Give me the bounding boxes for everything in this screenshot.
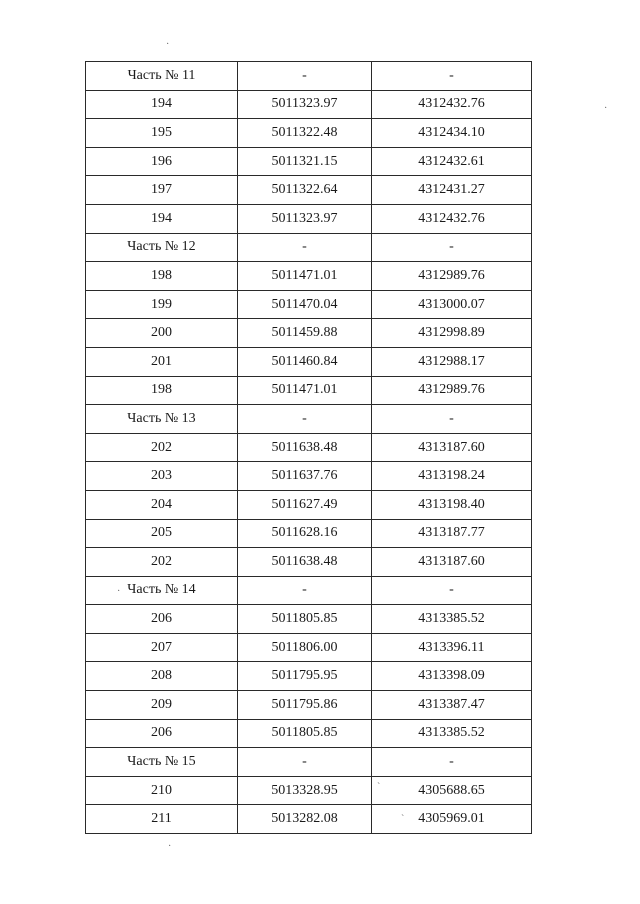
x-placeholder-cell: - [238,62,372,91]
point-number-cell: 199 [86,290,238,319]
part-header-row [86,233,532,262]
x-coordinate-cell: 5011805.85 [238,605,372,634]
coordinates-table-body [86,62,532,834]
y-placeholder-cell: - [372,576,532,605]
scan-speck: ` [377,782,381,793]
scan-speck: · [604,103,608,114]
y-coordinate-cell: 4312432.76 [372,204,532,233]
x-coordinate-cell: 5011322.64 [238,176,372,205]
table-row [86,462,532,491]
point-number-cell: 196 [86,147,238,176]
table-row [86,719,532,748]
part-header-row [86,405,532,434]
y-coordinate-cell: 4313198.40 [372,490,532,519]
point-number-cell: 194 [86,204,238,233]
table-row [86,662,532,691]
part-header-row [86,576,532,605]
y-coordinate-cell: 4305969.01 [372,805,532,834]
part-label-cell: Часть № 14 [86,576,238,605]
point-number-cell: 204 [86,490,238,519]
table-row [86,633,532,662]
y-placeholder-cell: - [372,62,532,91]
table-row [86,776,532,805]
y-coordinate-cell: 4305688.65 [372,776,532,805]
table-row [86,805,532,834]
table-row [86,347,532,376]
table-row [86,691,532,720]
table-row [86,376,532,405]
table-row [86,490,532,519]
point-number-cell: 201 [86,347,238,376]
y-coordinate-cell: 4312998.89 [372,319,532,348]
x-coordinate-cell: 5011471.01 [238,262,372,291]
x-coordinate-cell: 5011471.01 [238,376,372,405]
y-coordinate-cell: 4312431.27 [372,176,532,205]
scan-speck: · [168,841,172,852]
part-label-cell: Часть № 11 [86,62,238,91]
point-number-cell: 202 [86,433,238,462]
table-row [86,519,532,548]
y-coordinate-cell: 4312432.61 [372,147,532,176]
x-coordinate-cell: 5011323.97 [238,204,372,233]
y-coordinate-cell: 4312989.76 [372,262,532,291]
part-label-cell: Часть № 15 [86,748,238,777]
y-coordinate-cell: 4313198.24 [372,462,532,491]
x-placeholder-cell: - [238,576,372,605]
x-coordinate-cell: 5011638.48 [238,433,372,462]
coordinates-table [85,61,532,834]
y-coordinate-cell: 4312432.76 [372,90,532,119]
point-number-cell: 206 [86,605,238,634]
point-number-cell: 203 [86,462,238,491]
x-placeholder-cell: - [238,405,372,434]
table-row [86,262,532,291]
table-row [86,290,532,319]
point-number-cell: 195 [86,119,238,148]
y-coordinate-cell: 4312434.10 [372,119,532,148]
y-coordinate-cell: 4313396.11 [372,633,532,662]
y-coordinate-cell: 4313187.60 [372,433,532,462]
part-label-cell: Часть № 12 [86,233,238,262]
y-coordinate-cell: 4313187.77 [372,519,532,548]
point-number-cell: 211 [86,805,238,834]
x-coordinate-cell: 5013328.95 [238,776,372,805]
point-number-cell: 207 [86,633,238,662]
y-coordinate-cell: 4313187.60 [372,548,532,577]
scan-speck: · [117,586,121,597]
x-coordinate-cell: 5011805.85 [238,719,372,748]
scan-speck: ` [401,814,405,825]
table-row [86,90,532,119]
table-row [86,176,532,205]
y-coordinate-cell: 4313000.07 [372,290,532,319]
part-label-cell: Часть № 13 [86,405,238,434]
x-coordinate-cell: 5011460.84 [238,347,372,376]
table-row [86,147,532,176]
table-row [86,605,532,634]
table-row [86,119,532,148]
x-placeholder-cell: - [238,233,372,262]
y-placeholder-cell: - [372,405,532,434]
point-number-cell: 198 [86,376,238,405]
table-row [86,204,532,233]
x-coordinate-cell: 5011628.16 [238,519,372,548]
x-coordinate-cell: 5011321.15 [238,147,372,176]
x-coordinate-cell: 5011459.88 [238,319,372,348]
y-coordinate-cell: 4312989.76 [372,376,532,405]
y-placeholder-cell: - [372,233,532,262]
point-number-cell: 208 [86,662,238,691]
part-header-row [86,62,532,91]
y-coordinate-cell: 4312988.17 [372,347,532,376]
y-coordinate-cell: 4313385.52 [372,605,532,634]
point-number-cell: 205 [86,519,238,548]
scan-speck: · [166,39,170,50]
y-coordinate-cell: 4313385.52 [372,719,532,748]
x-coordinate-cell: 5011627.49 [238,490,372,519]
table-row [86,433,532,462]
point-number-cell: 200 [86,319,238,348]
x-coordinate-cell: 5011795.86 [238,691,372,720]
point-number-cell: 197 [86,176,238,205]
x-coordinate-cell: 5011795.95 [238,662,372,691]
x-coordinate-cell: 5011323.97 [238,90,372,119]
x-coordinate-cell: 5011322.48 [238,119,372,148]
part-header-row [86,748,532,777]
y-placeholder-cell: - [372,748,532,777]
point-number-cell: 210 [86,776,238,805]
point-number-cell: 209 [86,691,238,720]
table-row [86,548,532,577]
x-coordinate-cell: 5011470.04 [238,290,372,319]
x-placeholder-cell: - [238,748,372,777]
x-coordinate-cell: 5011638.48 [238,548,372,577]
point-number-cell: 206 [86,719,238,748]
x-coordinate-cell: 5013282.08 [238,805,372,834]
point-number-cell: 198 [86,262,238,291]
x-coordinate-cell: 5011637.76 [238,462,372,491]
x-coordinate-cell: 5011806.00 [238,633,372,662]
y-coordinate-cell: 4313398.09 [372,662,532,691]
point-number-cell: 202 [86,548,238,577]
y-coordinate-cell: 4313387.47 [372,691,532,720]
point-number-cell: 194 [86,90,238,119]
table-row [86,319,532,348]
